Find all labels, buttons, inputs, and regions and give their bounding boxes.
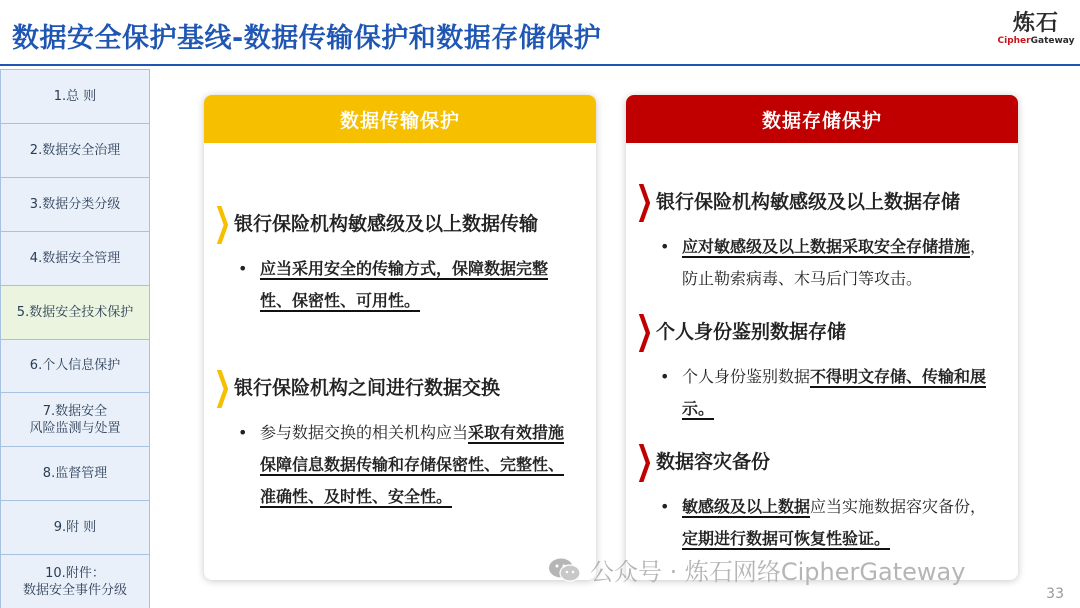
logo-wordmark: 炼石: [1012, 11, 1059, 36]
chevron-right-icon: ❯: [635, 438, 654, 482]
section-heading: 个人身份鉴别数据存储: [656, 320, 847, 343]
sidebar-item-general[interactable]: 1.总 则: [0, 69, 150, 124]
sidebar-item-appendix[interactable]: 10.附件： 数据安全事件分级: [0, 554, 150, 608]
transfer-section-exchange: [210, 364, 501, 408]
section-heading: 银行保险机构之间进行数据交换: [234, 376, 501, 399]
storage-section-identity: [632, 308, 847, 352]
transfer-card-title: 数据传输保护: [204, 95, 596, 143]
chevron-right-icon: ❯: [635, 308, 654, 352]
transfer-bullet-exchange: • 参与数据交换的相关机构应当采取有效措施保障信息数据传输和存储保密性、完整性、准确性、及时性、安全性。: [238, 417, 578, 513]
bullet-dot-icon: •: [238, 423, 248, 442]
chevron-right-icon: ❯: [213, 200, 232, 244]
storage-protection-card: [626, 95, 1018, 580]
chevron-right-icon: ❯: [213, 364, 232, 408]
bullet-dot-icon: •: [660, 367, 670, 386]
section-heading: 数据容灾备份: [656, 450, 771, 473]
sidebar-item-classification[interactable]: 3.数据分类分级: [0, 177, 150, 232]
page-number: 33: [1046, 586, 1064, 602]
storage-section-sensitive: [632, 178, 961, 222]
sidebar-item-risk-monitoring[interactable]: 7.数据安全 风险监测与处置: [0, 392, 150, 447]
storage-card-title: 数据存储保护: [626, 95, 1018, 143]
wechat-watermark: 公众号 · 炼石网络CipherGateway: [548, 552, 965, 587]
transfer-bullet-sensitive: • 应当采用安全的传输方式，保障数据完整性、保密性、可用性。: [238, 253, 578, 317]
transfer-section-sensitive: [210, 200, 539, 244]
storage-section-backup: [632, 438, 771, 482]
sidebar-item-supervision[interactable]: 8.监督管理: [0, 446, 150, 501]
brand-logo: [996, 6, 1076, 46]
section-heading: 银行保险机构敏感级及以上数据传输: [234, 212, 539, 235]
chapter-sidebar: [0, 69, 150, 608]
logo-subtitle: CipherGateway: [997, 36, 1075, 46]
sidebar-item-management[interactable]: 4.数据安全管理: [0, 231, 150, 286]
sidebar-item-personal-info[interactable]: 6.个人信息保护: [0, 339, 150, 394]
storage-bullet-backup: • 敏感级及以上数据应当实施数据容灾备份，定期进行数据可恢复性验证。: [660, 491, 1000, 555]
sidebar-item-governance[interactable]: 2.数据安全治理: [0, 123, 150, 178]
storage-bullet-identity: • 个人身份鉴别数据不得明文存储、传输和展示。: [660, 361, 1000, 425]
title-divider: [0, 64, 1080, 66]
section-heading: 银行保险机构敏感级及以上数据存储: [656, 190, 961, 213]
transfer-protection-card: [204, 95, 596, 580]
bullet-dot-icon: •: [238, 259, 248, 278]
sidebar-item-tech-protection[interactable]: 5.数据安全技术保护: [0, 285, 150, 340]
wechat-icon: [548, 557, 582, 583]
bullet-dot-icon: •: [660, 237, 670, 256]
page-title: 数据安全保护基线-数据传输保护和数据存储保护: [12, 23, 602, 54]
bullet-dot-icon: •: [660, 497, 670, 516]
sidebar-item-supplementary[interactable]: 9.附 则: [0, 500, 150, 555]
chevron-right-icon: ❯: [635, 178, 654, 222]
storage-bullet-sensitive: • 应对敏感级及以上数据采取安全存储措施，防止勒索病毒、木马后门等攻击。: [660, 231, 1000, 295]
